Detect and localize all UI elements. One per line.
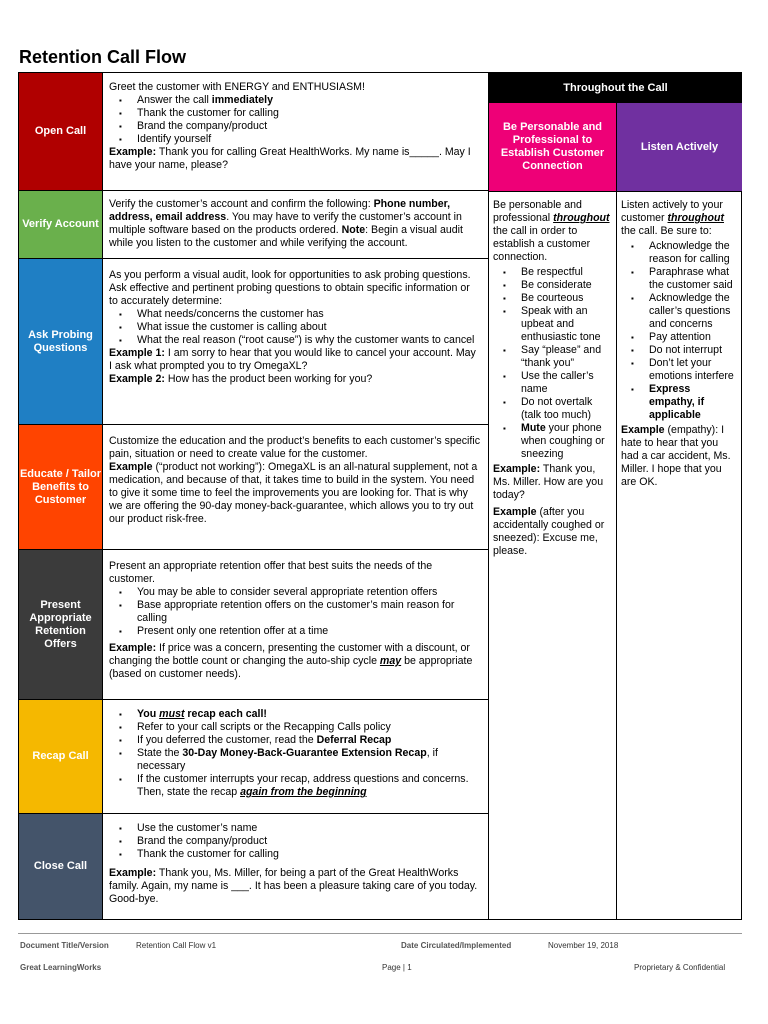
list-item: ▪ Say “please” and “thank you” — [515, 344, 612, 370]
footer-page-number: Page | 1 — [382, 963, 412, 972]
throughout-header: Throughout the Call — [489, 73, 742, 103]
probing-content: As you perform a visual audit, look for opportunities to ask probing questions. Ask effective and pertinent probing questions to obtain specific information or to accurately determine: ▪ What needs/concerns the customer has ▪ What issue the customer is calling about ▪ What the real reason (“root cause”) is why the customer wants to cancel Example 1: I am sorry to hear that you would like to cancel your account. May I ask what prompted you to try OmegaXL? Example 2: How has the product been working for you? — [109, 269, 480, 386]
verify-account-label: Verify Account — [19, 191, 103, 258]
present-offers-label: Present Appropriate Retention Offers — [19, 550, 103, 699]
row-present-offers — [19, 550, 488, 700]
list-item: ▪ Paraphrase what the customer said — [643, 266, 738, 292]
list-item: ▪ Be respectful — [515, 266, 612, 279]
list-item: ▪ Thank the customer for calling — [129, 107, 480, 120]
list-item: ▪ Use the caller’s name — [515, 370, 612, 396]
list-item: ▪ Acknowledge the caller’s questions and concerns — [643, 292, 738, 331]
list-item: ▪ Base appropriate retention offers on the customer’s main reason for calling — [129, 599, 480, 625]
list-item: ▪ You must recap each call! — [129, 708, 480, 721]
list-item: ▪ Mute your phone when coughing or sneezing — [515, 422, 612, 461]
open-example: Example: Thank you for calling Great HealthWorks. My name is_____. May I have your name, please? — [109, 146, 471, 171]
list-item: ▪ Be considerate — [515, 279, 612, 292]
verify-content: Verify the customer’s account and confirm the following: Phone number, address, email address. You may have to verify the customer’s account in multiple software based on the products ordered. Note: Begin a visual audit while you listen to the customer and while verifying the account. — [109, 198, 463, 249]
list-item: ▪ Pay attention — [643, 331, 738, 344]
list-item: ▪ What issue the customer is calling about — [129, 321, 480, 334]
call-flow-table — [18, 72, 742, 920]
footer-doc-value: Retention Call Flow v1 — [136, 941, 217, 950]
listen-actively-content: Listen actively to your customer throughout the call. Be sure to: ▪ Acknowledge the reason for calling ▪ Paraphrase what the customer said ▪ Acknowledge the caller’s questions and concerns ▪ Pay attention ▪ Do not interrupt ▪ Don’t let your emotions interfere ▪ Express empathy, if applicable Example (empathy): I hate to hear that you had a car accident, Ms. Miller. I hope that you are OK. — [617, 191, 742, 919]
recap-call-label: Recap Call — [19, 700, 103, 813]
row-probing-questions — [19, 259, 488, 425]
list-item: ▪ What needs/concerns the customer has — [129, 308, 480, 321]
list-item: ▪ Do not overtalk (talk too much) — [515, 396, 612, 422]
open-intro: Greet the customer with ENERGY and ENTHUSIASM! — [109, 81, 365, 93]
list-item: ▪ If you deferred the customer, read the Deferral Recap — [129, 734, 480, 747]
list-item: ▪ Use the customer’s name — [129, 822, 480, 835]
present-content: Present an appropriate retention offer that best suits the needs of the customer. ▪ You may be able to consider several appropriate retention offers ▪ Base appropriate retention offers on the customer’s main reason for calling ▪ Present only one retention offer at a time Example: If price was a concern, presenting the customer with a discount, or changing the bottle count or changing the auto-ship cycle may be appropriate (based on customer needs). — [109, 560, 480, 681]
list-item: ▪ Refer to your call scripts or the Recapping Calls policy — [129, 721, 480, 734]
list-item: ▪ Express empathy, if applicable — [643, 383, 738, 422]
open-call-label: Open Call — [19, 73, 103, 190]
personable-header: Be Personable and Professional to Establish Customer Connection — [489, 103, 617, 191]
recap-content — [109, 708, 480, 799]
row-recap-call — [19, 700, 488, 814]
row-educate — [19, 425, 488, 550]
row-open-call — [19, 73, 488, 191]
list-item: ▪ If the customer interrupts your recap, address questions and concerns. Then, state the recap again from the beginning — [129, 773, 480, 799]
throughout-section — [488, 73, 742, 919]
personable-content: Be personable and professional throughout the call in order to establish a customer connection. ▪ Be respectful ▪ Be considerate ▪ Be courteous ▪ Speak with an upbeat and enthusiastic tone ▪ Say “please” and “thank you” ▪ Use the caller’s name ▪ Do not overtalk (talk too much) ▪ Mute your phone when coughing or sneezing Example: Thank you, Ms. Miller. How are you today? Example (after you accidentally coughed or sneezed): Excuse me, please. — [489, 191, 617, 919]
educate-content: Customize the education and the product’s benefits to each customer’s specific pain, situation or need to create value for the customer. Example (“product not working”): OmegaXL is an all-natural supplement, not a medication, and because of that, it takes time to build in the system. You need to give it some time to feel the improvements you are looking for. That is why we are offering the 90-day money-back-guarantee, which allows you to try out our product risk-free. — [109, 435, 480, 525]
close-content: ▪ Use the customer’s name ▪ Brand the company/product ▪ Thank the customer for calling Example: Thank you, Ms. Miller, for being a part of the Great HealthWorks family. Again, my name is ___. It has been a pleasure taking care of you today. Good-bye. — [109, 822, 480, 906]
educate-label: Educate / Tailor Benefits to Customer — [19, 425, 103, 549]
footer-confidential: Proprietary & Confidential — [634, 963, 726, 972]
footer-date-value: November 19, 2018 — [548, 941, 619, 950]
footer-doc-label: Document Title/Version — [20, 941, 109, 950]
list-item: ▪ What the real reason (“root cause”) is why the customer wants to cancel — [129, 334, 480, 347]
probing-questions-label: Ask Probing Questions — [19, 259, 103, 424]
listen-actively-header: Listen Actively — [617, 103, 742, 191]
open-list — [109, 94, 480, 146]
list-item: ▪ Thank the customer for calling — [129, 848, 480, 861]
row-close-call — [19, 814, 488, 919]
footer-divider — [18, 933, 742, 934]
list-item: ▪ Identify yourself — [129, 133, 480, 146]
row-verify-account — [19, 191, 488, 259]
list-item: ▪ Do not interrupt — [643, 344, 738, 357]
list-item: ▪ Speak with an upbeat and enthusiastic tone — [515, 305, 612, 344]
list-item: ▪ Present only one retention offer at a time — [129, 625, 480, 638]
list-item: ▪ Brand the company/product — [129, 835, 480, 848]
list-item: ▪ You may be able to consider several appropriate retention offers — [129, 586, 480, 599]
list-item: ▪ Brand the company/product — [129, 120, 480, 133]
list-item: ▪ Answer the call immediately — [129, 94, 480, 107]
list-item: ▪ State the 30-Day Money-Back-Guarantee Extension Recap, if necessary — [129, 747, 480, 773]
footer-company: Great LearningWorks — [20, 963, 102, 972]
list-item: ▪ Be courteous — [515, 292, 612, 305]
open-call-content — [109, 81, 480, 172]
page-title: Retention Call Flow — [19, 47, 187, 67]
footer-date-label: Date Circulated/Implemented — [401, 941, 512, 950]
list-item: ▪ Acknowledge the reason for calling — [643, 240, 738, 266]
close-call-label: Close Call — [19, 814, 103, 919]
list-item: ▪ Don’t let your emotions interfere — [643, 357, 738, 383]
